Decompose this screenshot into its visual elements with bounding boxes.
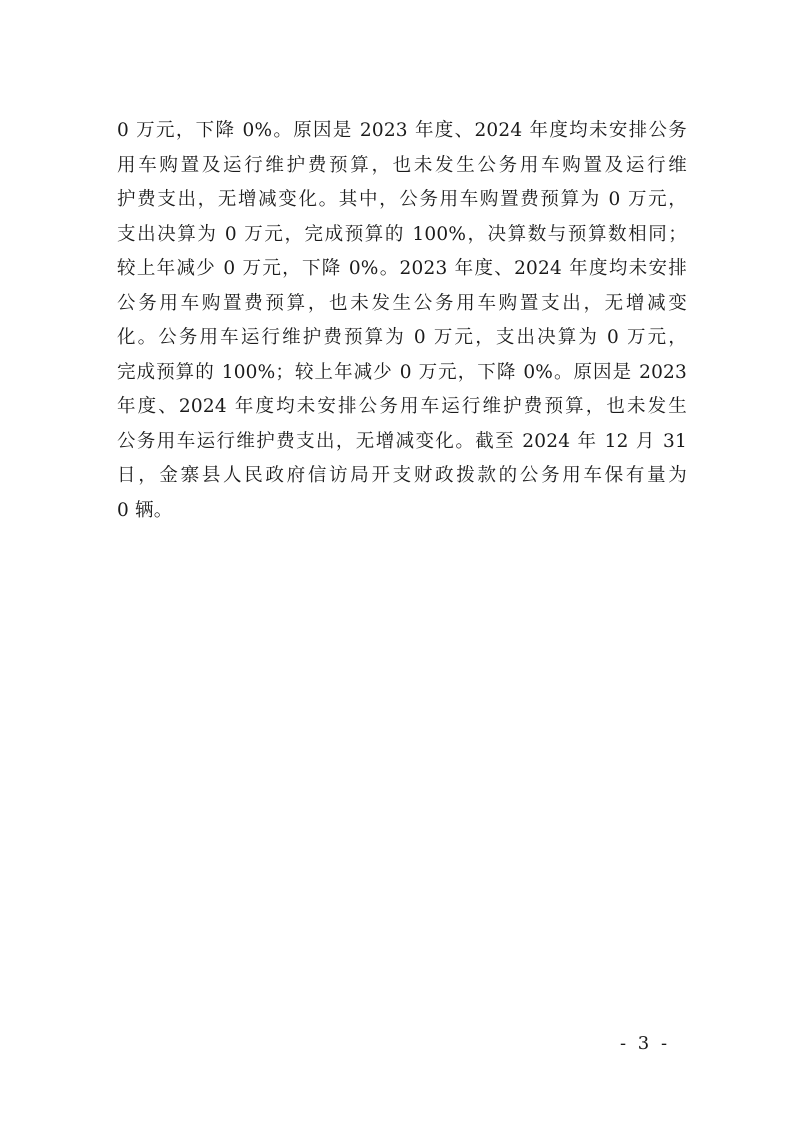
text-line: 年度、2024 年度均未安排公务用车运行维护费预算，也未发生 (117, 396, 687, 417)
text-line: 较上年减少 0 万元，下降 0%。2023 年度、2024 年度均未安排 (117, 258, 687, 279)
text-line: 用车购置及运行维护费预算，也未发生公务用车购置及运行维 (117, 154, 687, 176)
body-paragraph (117, 114, 687, 528)
text-line: 完成预算的 100%；较上年减少 0 万元，下降 0%。原因是 2023 (117, 361, 687, 383)
text-line: 0 万元，下降 0%。原因是 2023 年度、2024 年度均未安排公务 (117, 120, 687, 141)
text-line: 支出决算为 0 万元，完成预算的 100%，决算数与预算数相同； (117, 223, 687, 245)
text-line: 0 辆。 (117, 499, 173, 521)
text-line: 日，金寨县人民政府信访局开支财政拨款的公务用车保有量为 (117, 465, 687, 486)
page-number: - 3 - (620, 1033, 671, 1054)
text-line: 公务用车购置费预算，也未发生公务用车购置支出，无增减变 (117, 292, 687, 314)
text-line: 公务用车运行维护费支出，无增减变化。截至 2024 年 12 月 31 (117, 430, 687, 452)
text-line: 化。公务用车运行维护费预算为 0 万元，支出决算为 0 万元， (117, 327, 687, 348)
text-line: 护费支出，无增减变化。其中，公务用车购置费预算为 0 万元， (117, 189, 687, 210)
